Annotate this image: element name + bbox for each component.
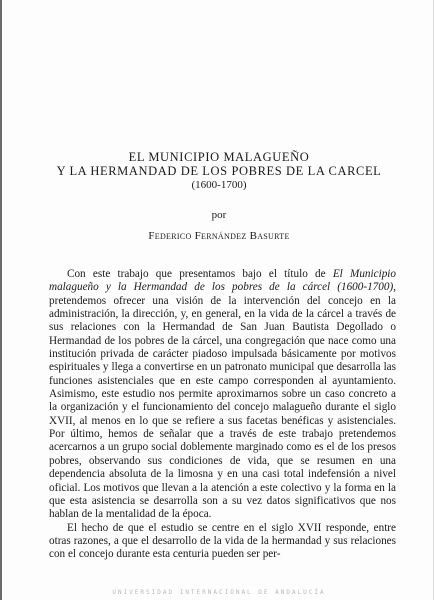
article-title (2, 150, 434, 192)
paragraph-2: El hecho de que el estudio se centre en el siglo XVII responde, entre otras razones, a que el desarrollo de la vida de la hermandad y sus relaciones con el concejo durante esta centuria pueden ser per- (49, 521, 396, 561)
title-line-2: Y LA HERMANDAD DE LOS POBRES DE LA CARCEL (56, 164, 382, 178)
paragraph-1-lead: Con este trabajo que presentamos bajo el título de (67, 268, 333, 280)
body-text (49, 268, 396, 562)
author-name: Federico Fernández Basurte (148, 230, 290, 242)
title-line-1: EL MUNICIPIO MALAGUEÑO (128, 150, 310, 164)
paragraph-1-work-title: El Municipio malagueño y la Hermandad de los pobres de la cárcel (1600-1700) (49, 268, 396, 294)
byline-por: por (211, 209, 227, 221)
paragraph-1-rest: , pretendemos ofrecer una visión de la intervención del concejo en la administración, la dirección, y, en general, en la vida de la cárcel a través de sus relaciones con la Hermandad de San Juan Bautista Degollado o Hermandad de los pobres de la cárcel, una congregación que nace como una institución privada de carácter piadoso impulsada básicamente por motivos espirituales y llega a convertirse en un patronato municipal que desarrolla las funciones asistenciales que en este campo corresponden al ayuntamiento. Asimismo, este estudio nos permite aproximarnos sobre un caso concreto a la organización y el funcionamiento del concejo malagueño durante el siglo XVII, al menos en lo que se refiere a sus facetas benéficas y asistenciales. Por último, hemos de señalar que a través de este trabajo pretendemos acercarnos a un grupo social doblemente marginado como es el de los presos pobres, observando sus condiciones de vida, que se resumen en una dependencia absoluta de la limosna y en una casi total indefensión a nivel oficial. Los motivos que llevan a la atención a este colectivo y la forma en la que esta asistencia se desarrolla son a su vez datos significativos que nos hablan de la mentalidad de la época. (49, 281, 396, 521)
watermark-stamp: UNIVERSIDAD INTERNACIONAL DE ANDALUCÍA (112, 589, 326, 596)
paragraph-1 (49, 268, 396, 522)
title-dates: (1600-1700) (191, 179, 247, 191)
